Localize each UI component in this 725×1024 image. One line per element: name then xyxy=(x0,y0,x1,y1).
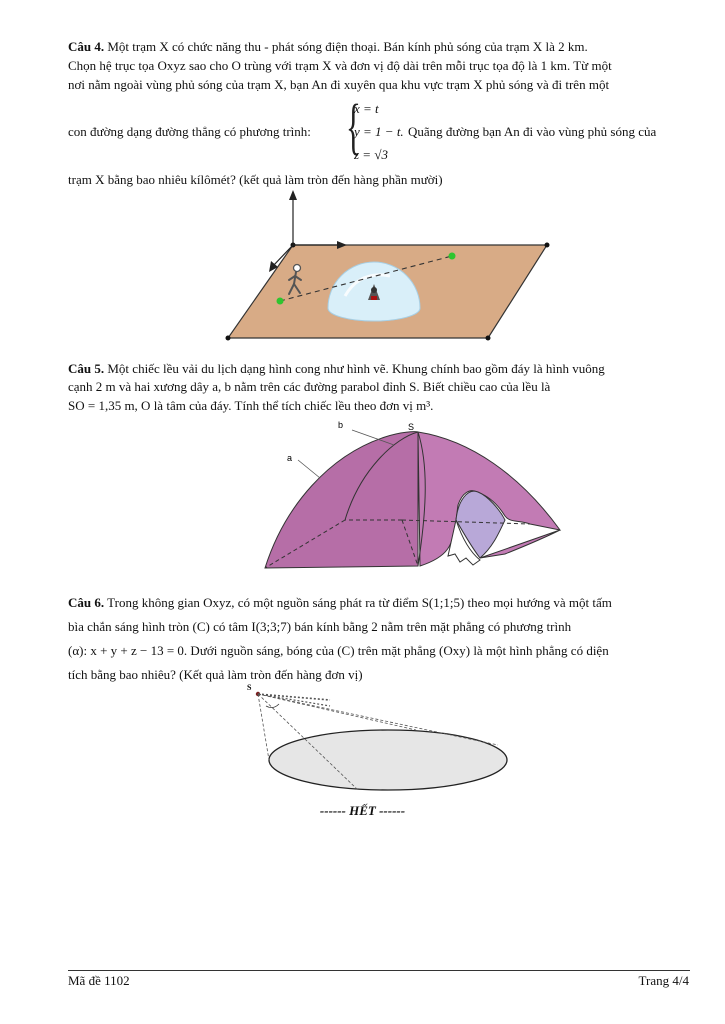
q5-line-2: cạnh 2 m và hai xương dây a, b nằm trên các đường parabol đỉnh S. Biết chiều cao của lều là xyxy=(68,379,551,394)
q4-system-eq-1: x = t xyxy=(354,101,379,116)
q6-card-edge xyxy=(258,694,330,700)
q4-line-4-before: con đường dạng đường thẳng có phương trình: xyxy=(68,124,311,139)
q4-text-1: Một trạm X có chức năng thu - phát sóng điện thoại. Bán kính phủ sóng của trạm X là 2 km. xyxy=(107,39,588,54)
q5-label: Câu 5. xyxy=(68,361,105,376)
q5-label-b: b xyxy=(338,420,344,430)
q6-ray xyxy=(258,694,269,760)
q4-line-4-after: Quãng đường bạn An đi vào vùng phủ sóng của xyxy=(408,124,657,139)
q4-line-5: trạm X bằng bao nhiêu kílômét? (kết quả làm tròn đến hàng phần mười) xyxy=(68,172,443,187)
q6-line-2: bìa chắn sáng hình tròn (C) có tâm I(3;3;7) bán kính bằng 2 nằm trên mặt phẳng có phương trình xyxy=(68,619,572,634)
q6-label-S: S xyxy=(247,683,252,692)
footer-exam-code: Mã đề 1102 xyxy=(68,973,130,988)
q6-line-4: tích bằng bao nhiêu? (Kết quả làm tròn đến hàng đơn vị) xyxy=(68,667,363,682)
q4-system-eq-3: z = √3 xyxy=(354,147,388,162)
footer-page-number: Trang 4/4 xyxy=(638,973,689,988)
q6-label: Câu 6. xyxy=(68,595,105,610)
q5-label-S: S xyxy=(408,422,415,432)
q6-ray xyxy=(258,694,416,730)
q4-line-2: Chọn hệ trục tọa Oxyz sao cho O trùng với trạm X và đơn vị độ dài trên mỗi trục tọa độ là 1 km. Từ một xyxy=(68,58,612,73)
q6-text-1: Trong không gian Oxyz, có một nguồn sáng phát ra từ điểm S(1;1;5) theo mọi hướng và một tấm xyxy=(107,595,612,610)
q6-angle-arc xyxy=(266,704,279,708)
q4-system-brace: { xyxy=(346,93,361,161)
q5-label-a: a xyxy=(287,453,293,463)
end-marker: ------ HẾT ------ xyxy=(319,803,406,818)
q4-label: Câu 4. xyxy=(68,39,105,54)
q4-system-eq-2: y = 1 − t. xyxy=(354,124,404,139)
q6-card-edge xyxy=(258,694,330,706)
q6-line-3: (α): x + y + z − 13 = 0. Dưới nguồn sáng, bóng của (C) trên mặt phẳng (Oxy) là một hình phẳng có diện xyxy=(68,643,609,658)
q5-text-1: Một chiếc lều vải du lịch dạng hình cong như hình vẽ. Khung chính bao gồm đáy là hình vuông xyxy=(107,361,605,376)
footer-rule xyxy=(68,970,690,971)
q5-line-3: SO = 1,35 m, O là tâm của đáy. Tính thể tích chiếc lều theo đơn vị m³. xyxy=(68,398,434,413)
q4-line-3: nơi nằm ngoài vùng phủ sóng của trạm X, bạn An đi xuyên qua khu vực trạm X phủ sóng và đi trên một xyxy=(68,77,610,92)
